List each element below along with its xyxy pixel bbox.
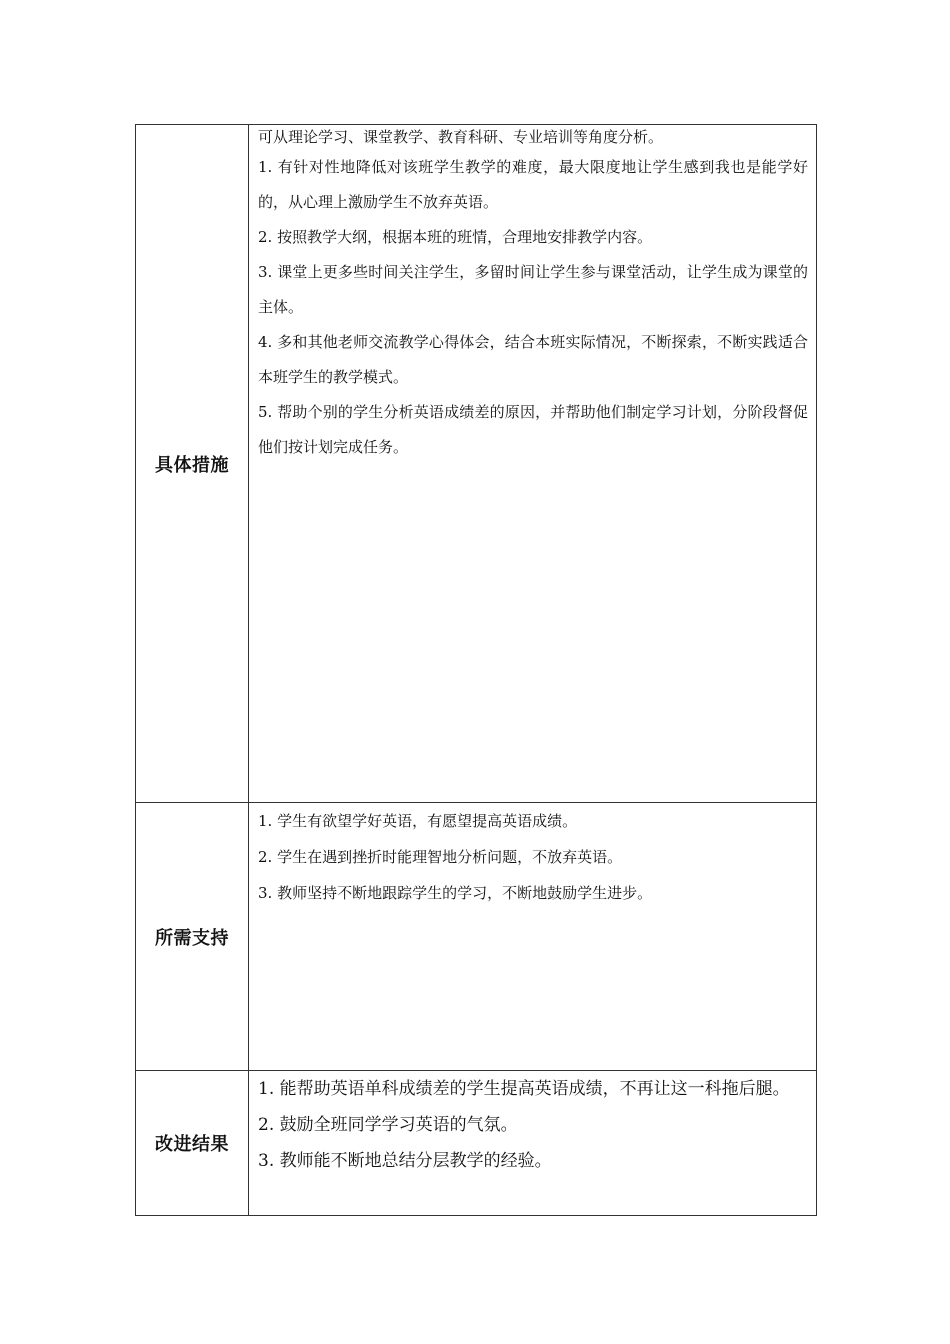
result-item-3: 3. 教师能不断地总结分层教学的经验。 [258, 1151, 552, 1171]
support-item-1: 1. 学生有欲望学好英语，有愿望提高英语成绩。 [258, 812, 578, 830]
label-cell [136, 1071, 249, 1216]
content-cell-support [249, 803, 817, 1071]
row-label-result: 改进结果 [155, 1134, 229, 1155]
table-row-support [136, 803, 817, 1071]
table-row-measures [136, 125, 817, 803]
support-item-3: 3. 教师坚持不断地跟踪学生的学习，不断地鼓励学生进步。 [258, 884, 653, 902]
row-label-measures: 具体措施 [155, 454, 229, 476]
result-item-2: 2. 鼓励全班同学学习英语的气氛。 [258, 1115, 518, 1135]
label-cell [136, 803, 249, 1071]
measures-item-2: 2. 按照教学大纲，根据本班的班情，合理地安排教学内容。 [258, 228, 653, 246]
plan-table [135, 124, 817, 1216]
measures-item-5: 5. 帮助个别的学生分析英语成绩差的原因，并帮助他们制定学习计划，分阶段督促他们按计划完成任务。 [258, 403, 808, 456]
measures-intro: 可从理论学习、课堂教学、教育科研、专业培训等角度分析。 [258, 128, 664, 146]
measures-item-1: 1. 有针对性地降低对该班学生教学的难度，最大限度地让学生感到我也是能学好的，从心理上激励学生不放弃英语。 [258, 158, 808, 211]
table-row-result [136, 1071, 817, 1216]
label-cell [136, 125, 249, 803]
measures-item-4: 4. 多和其他老师交流教学心得体会，结合本班实际情况，不断探索，不断实践适合本班学生的教学模式。 [258, 333, 808, 386]
row-label-support: 所需支持 [155, 927, 229, 949]
support-item-2: 2. 学生在遇到挫折时能理智地分析问题，不放弃英语。 [258, 848, 623, 866]
result-item-1: 1. 能帮助英语单科成绩差的学生提高英语成绩，不再让这一科拖后腿。 [258, 1079, 790, 1099]
measures-item-3: 3. 课堂上更多些时间关注学生，多留时间让学生参与课堂活动，让学生成为课堂的主体。 [258, 263, 808, 316]
content-cell-result [249, 1071, 817, 1216]
content-cell-measures [249, 125, 817, 803]
